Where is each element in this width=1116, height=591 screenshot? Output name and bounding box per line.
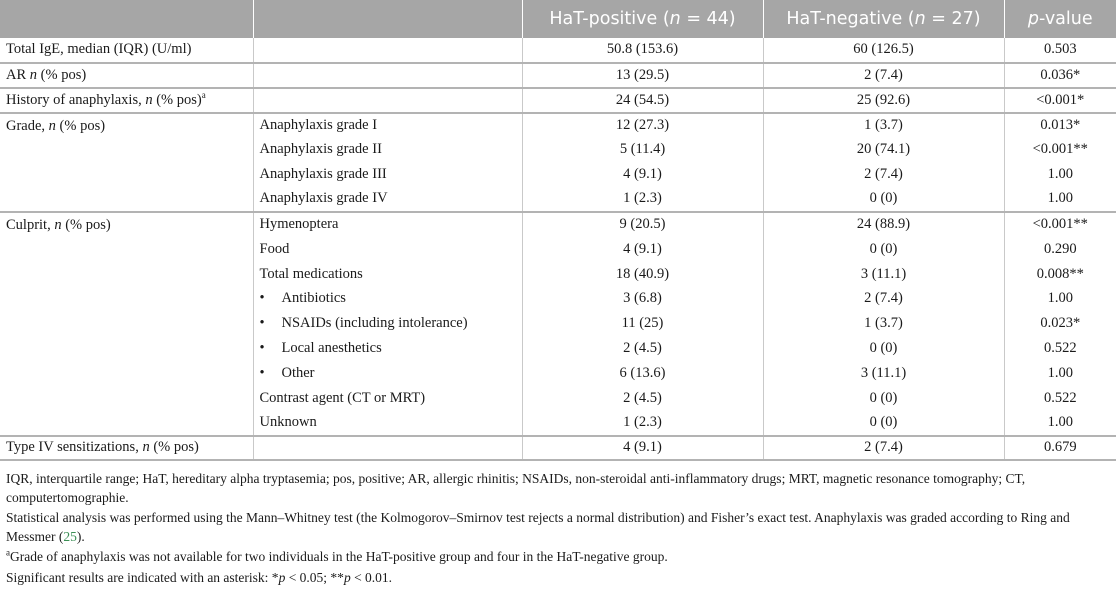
cell-negative: 2 (7.4) [763, 162, 1004, 187]
header-col2 [253, 0, 522, 38]
cell-positive: 11 (25) [522, 311, 763, 336]
row-sublabel: Food [253, 237, 522, 262]
cell-p-value: 1.00 [1047, 166, 1073, 183]
table-notes [6, 470, 1110, 589]
cell-p-value: 0.503 [1043, 41, 1077, 58]
cell-positive: 4 (9.1) [522, 237, 763, 262]
significance-note: Significant results are indicated with an asterisk: *p < 0.05; **p < 0.01. [6, 569, 393, 585]
row-label: History of anaphylaxis, n (% pos)$^a$ [0, 88, 253, 113]
cell-p-value: <0.001** [1032, 141, 1088, 158]
cell-negative: 1 (3.7) [763, 113, 1004, 138]
row-sublabel: • Local anesthetics [253, 336, 522, 361]
cell-p-value: 0.290 [1043, 240, 1077, 257]
cell-negative: 0 (0) [763, 411, 1004, 436]
cell-positive: 4 (9.1) [522, 436, 763, 461]
cell-positive: 1 (2.3) [522, 187, 763, 212]
row-sublabel: Anaphylaxis grade III [253, 162, 522, 187]
cell-negative: 20 (74.1) [763, 137, 1004, 162]
cell-positive: 24 (54.5) [522, 88, 763, 113]
row-sublabel: Anaphylaxis grade IV [253, 187, 522, 212]
cell-negative: 1 (3.7) [763, 311, 1004, 336]
cell-negative: 3 (11.1) [763, 262, 1004, 287]
row-label: Total IgE, median (IQR) (U/ml) [0, 38, 253, 63]
cell-p-value: 1.00 [1047, 414, 1073, 431]
cell-negative: 0 (0) [763, 237, 1004, 262]
row-sublabel: Total medications [253, 262, 522, 287]
cell-p-value: 0.522 [1043, 389, 1077, 406]
cell-p-value: 1.00 [1047, 190, 1073, 207]
bullet-icon: • [259, 290, 265, 307]
row-group-label: Culprit, n (% pos) [0, 212, 253, 436]
table-row [0, 436, 1116, 461]
bullet-icon: • [259, 340, 265, 357]
row-sublabel: • Other [253, 361, 522, 386]
cell-negative: 25 (92.6) [763, 88, 1004, 113]
cell-p-value: 0.008** [1036, 265, 1084, 282]
cell-negative: 0 (0) [763, 187, 1004, 212]
cell-p-value: 0.013* [1040, 116, 1081, 133]
cell-positive: 4 (9.1) [522, 162, 763, 187]
statistics-note: Statistical analysis was performed using the Mann–Whitney test (the Kolmogorov–Smirnov test rejects a normal distribution) and Fisher’s exact test. Anaphylaxis was graded according to Ring and Messmer (25). [6, 510, 1070, 544]
cell-positive: 2 (4.5) [522, 336, 763, 361]
row-group-label: Grade, n (% pos) [0, 113, 253, 212]
row-sublabel: Unknown [253, 411, 522, 436]
cell-p-value: 1.00 [1047, 364, 1073, 381]
table-row [0, 63, 1116, 88]
cell-p-value: 0.036* [1040, 66, 1081, 83]
table-row [0, 113, 1116, 138]
row-sublabel: Anaphylaxis grade I [253, 113, 522, 138]
cell-positive: 9 (20.5) [522, 212, 763, 237]
row-label: AR n (% pos) [0, 63, 253, 88]
cell-p-value: <0.001* [1036, 91, 1085, 108]
row-sublabel [253, 436, 522, 461]
cell-negative: 0 (0) [763, 336, 1004, 361]
row-sublabel: Contrast agent (CT or MRT) [253, 386, 522, 411]
cell-positive: 6 (13.6) [522, 361, 763, 386]
cell-p-value: 0.679 [1043, 439, 1077, 456]
cell-negative: 2 (7.4) [763, 436, 1004, 461]
row-sublabel: Anaphylaxis grade II [253, 137, 522, 162]
cell-negative: 3 (11.1) [763, 361, 1004, 386]
header-hat-negative: HaT-negative (n = 27) [763, 0, 1004, 38]
table-row [0, 212, 1116, 237]
bullet-icon: • [259, 364, 265, 381]
cell-positive: 5 (11.4) [522, 137, 763, 162]
cell-positive: 13 (29.5) [522, 63, 763, 88]
cell-negative: 2 (7.4) [763, 63, 1004, 88]
cell-negative: 24 (88.9) [763, 212, 1004, 237]
row-sublabel: Hymenoptera [253, 212, 522, 237]
footnote-marker: a [201, 89, 206, 100]
cell-negative: 60 (126.5) [763, 38, 1004, 63]
table-header-row [0, 0, 1116, 38]
cell-positive: 18 (40.9) [522, 262, 763, 287]
bullet-icon: • [259, 315, 265, 332]
cell-negative: 2 (7.4) [763, 286, 1004, 311]
cell-positive: 3 (6.8) [522, 286, 763, 311]
row-label: Type IV sensitizations, n (% pos) [0, 436, 253, 461]
footnote-a: $^a$Grade of anaphylaxis was not available for two individuals in the HaT-positive group and four in the HaT-negative group. [6, 547, 668, 564]
header-p-value: p-value [1027, 9, 1093, 29]
row-sublabel: • Antibiotics [253, 286, 522, 311]
cell-positive: 2 (4.5) [522, 386, 763, 411]
reference-link[interactable]: 25 [63, 528, 77, 544]
cell-positive: 12 (27.3) [522, 113, 763, 138]
abbreviations-note: IQR, interquartile range; HaT, hereditary alpha tryptasemia; pos, positive; AR, allergic rhinitis; NSAIDs, non-steroidal anti-inflammatory drugs; MRT, magnetic resonance tomography; CT, computertomographie. [6, 471, 1026, 505]
cell-negative: 0 (0) [763, 386, 1004, 411]
row-sublabel: • NSAIDs (including intolerance) [253, 311, 522, 336]
table-row [0, 88, 1116, 113]
header-hat-positive: HaT-positive (n = 44) [522, 0, 763, 38]
cell-positive: 1 (2.3) [522, 411, 763, 436]
table-row [0, 38, 1116, 63]
cell-positive: 50.8 (153.6) [522, 38, 763, 63]
cell-p-value: 1.00 [1047, 290, 1073, 307]
cell-p-value: 0.522 [1043, 340, 1077, 357]
cell-p-value: 0.023* [1040, 315, 1081, 332]
header-col1 [0, 0, 253, 38]
cell-p-value: <0.001** [1032, 216, 1088, 233]
